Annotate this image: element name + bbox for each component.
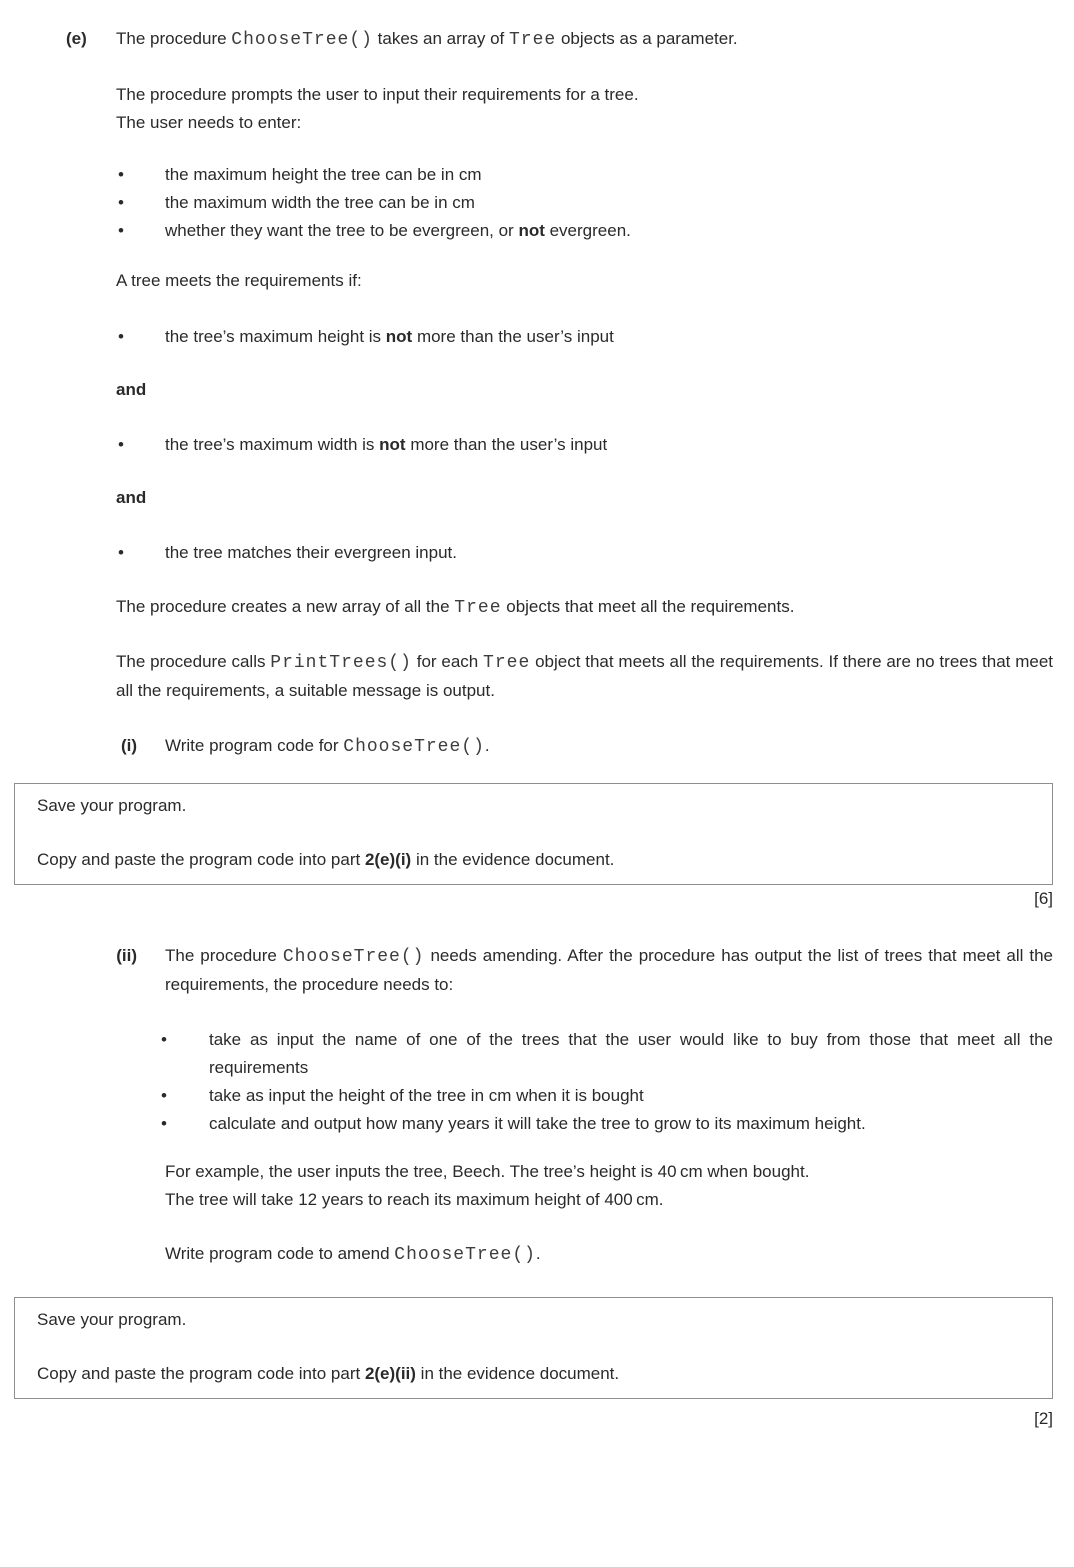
and-connector: and: [116, 488, 147, 507]
prompt-paragraph: [116, 81, 1053, 137]
bullet-icon: •: [118, 221, 124, 240]
list-item-text: the maximum width the tree can be in cm: [165, 193, 475, 212]
list-item-text: the tree’s maximum height is not more than the user’s input: [165, 327, 614, 346]
list-item: [116, 431, 1053, 459]
part-e-label: (e): [66, 29, 87, 48]
part-e-row: [0, 25, 1074, 54]
save-program-box-1: [14, 783, 1053, 885]
marks-part-i: [6]: [1034, 889, 1053, 908]
write-amend-paragraph: Write program code to amend ChooseTree().: [165, 1244, 541, 1265]
requirement-list-3: [116, 539, 1053, 567]
marks-part-ii: [2]: [1034, 1409, 1053, 1428]
and-connector: and: [116, 380, 147, 399]
example-paragraph: [165, 1158, 1053, 1214]
bullet-icon: •: [118, 327, 124, 346]
bullet-icon: •: [161, 1086, 167, 1105]
amend-steps-list: [159, 1026, 1053, 1138]
save-instruction: Save your program.: [37, 1310, 187, 1329]
example-line-2: The tree will take 12 years to reach its maximum height of 400 cm.: [165, 1190, 664, 1209]
part-ii-intro: The procedure ChooseTree() needs amending. After the procedure has output the list of trees that meet all the requirements, the procedure needs to:: [165, 946, 1053, 994]
save-program-box-2: [14, 1297, 1053, 1399]
part-ii-row: [0, 942, 1074, 1269]
calls-printtrees-paragraph: The procedure calls PrintTrees() for each Tree object that meets all the requirements. If there are no trees that meet all the requirements, a suitable message is output.: [116, 652, 1053, 700]
list-item-text: the tree matches their evergreen input.: [165, 543, 457, 562]
list-item-text: the maximum height the tree can be in cm: [165, 165, 482, 184]
part-e-intro: The procedure ChooseTree() takes an array of Tree objects as a parameter.: [116, 29, 738, 50]
part-i-task: Write program code for ChooseTree().: [165, 736, 490, 757]
prompt-line-2: The user needs to enter:: [116, 113, 302, 132]
list-item-text: take as input the name of one of the trees that the user would like to buy from those that meet all the requirements: [209, 1030, 1053, 1077]
requirement-list-2: [116, 431, 1053, 459]
save-instruction: Save your program.: [37, 796, 187, 815]
prompt-line-1: The procedure prompts the user to input their requirements for a tree.: [116, 85, 639, 104]
list-item: [159, 1026, 1053, 1082]
requirement-list-1: [116, 323, 1053, 351]
list-item: [159, 1082, 1053, 1110]
list-item-text: the tree’s maximum width is not more than the user’s input: [165, 435, 608, 454]
copy-paste-instruction: Copy and paste the program code into part 2(e)(ii) in the evidence document.: [37, 1364, 620, 1383]
exam-page: [0, 25, 1074, 1433]
bullet-icon: •: [161, 1114, 167, 1133]
list-item-text: calculate and output how many years it will take the tree to grow to its maximum height.: [209, 1114, 866, 1133]
bullet-icon: •: [118, 165, 124, 184]
requirements-input-list: [116, 161, 1053, 245]
copy-paste-instruction: Copy and paste the program code into part 2(e)(i) in the evidence document.: [37, 850, 615, 869]
list-item-text: whether they want the tree to be evergreen, or not evergreen.: [165, 221, 631, 240]
list-item: [159, 1110, 1053, 1138]
list-item: [116, 189, 1053, 217]
meets-requirements-heading: A tree meets the requirements if:: [116, 271, 362, 290]
part-i-label: (i): [120, 736, 137, 755]
list-item: [116, 217, 1053, 245]
bullet-icon: •: [118, 193, 124, 212]
part-ii-label: (ii): [116, 946, 137, 965]
bullet-icon: •: [118, 543, 124, 562]
part-i-row: [0, 732, 1074, 761]
list-item: [116, 161, 1053, 189]
bullet-icon: •: [118, 435, 124, 454]
list-item: [116, 323, 1053, 351]
creates-array-paragraph: The procedure creates a new array of all the Tree objects that meet all the requirements.: [116, 597, 795, 618]
part-ii-body: [161, 942, 1053, 1269]
bullet-icon: •: [161, 1030, 167, 1049]
example-line-1: For example, the user inputs the tree, Beech. The tree’s height is 40 cm when bought.: [165, 1162, 810, 1181]
list-item-text: take as input the height of the tree in cm when it is bought: [209, 1086, 644, 1105]
list-item: [116, 539, 1053, 567]
